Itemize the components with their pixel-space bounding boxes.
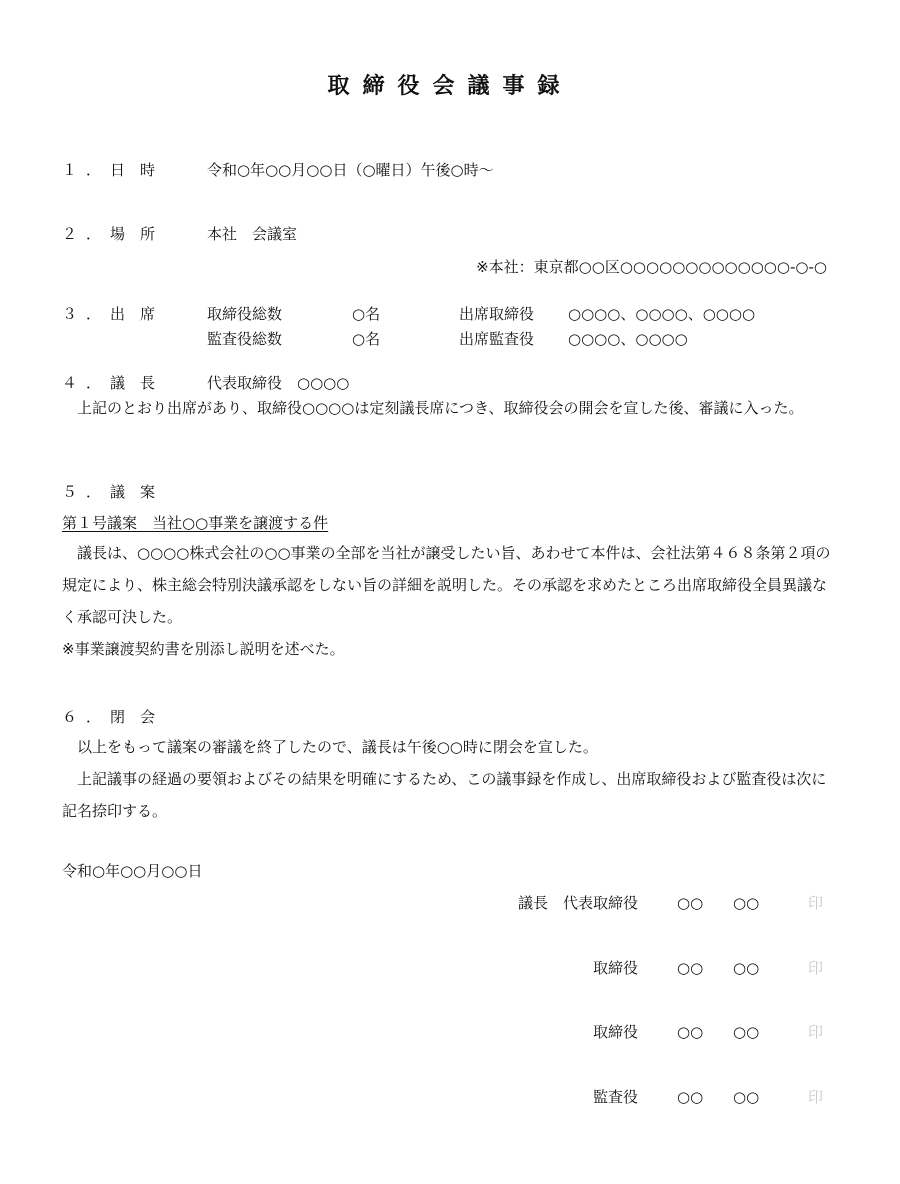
section-label: 閉 会 [110, 708, 156, 726]
agenda-paragraph: 議長は、○○○○株式会社の○○事業の全部を当社が譲受したい旨、あわせて本件は、会社法第４６８条第２項の規定により、株主総会特別決議承認をしない旨の詳細を説明した。その承認を求めたところ出席取締役全員異議なく承認可決した。 ※事業譲渡契約書を別添し説明を述べた。 [62, 537, 838, 665]
signature-family-name: ○○ [677, 1023, 704, 1041]
signature-given-name: ○○ [733, 959, 760, 977]
closing-paragraphs [62, 731, 838, 827]
section-4-heading [62, 372, 155, 394]
section-label: 議 長 [110, 374, 156, 392]
directors-total-count: ○名 [352, 305, 381, 323]
agenda-note: ※事業譲渡契約書を別添し説明を述べた。 [62, 640, 345, 658]
attending-directors-names: ○○○○、○○○○、○○○○ [568, 305, 756, 323]
section-3-heading [62, 303, 155, 325]
seal-mark: 印 [808, 959, 824, 977]
section-number: ３． [62, 305, 111, 323]
signature-role: 取締役 [592, 1023, 638, 1041]
opening-paragraph: 上記のとおり出席があり、取締役○○○○は定刻議長席につき、取締役会の開会を宣した後、審議に入った。 [77, 399, 804, 417]
agenda-title: 第１号議案 当社○○事業を譲渡する件 [62, 514, 329, 532]
signature-family-name: ○○ [677, 959, 704, 977]
signature-family-name: ○○ [677, 894, 704, 912]
section-6-heading [62, 706, 155, 728]
attending-auditors-names: ○○○○、○○○○ [568, 330, 688, 348]
section-number: １． [62, 161, 111, 179]
section-1-heading [62, 159, 155, 181]
closing-paragraph-1: 以上をもって議案の審議を終了したので、議長は午後○○時に閉会を宣した。 [77, 738, 598, 756]
signature-role: 取締役 [592, 959, 638, 977]
seal-mark: 印 [808, 894, 824, 912]
seal-mark: 印 [808, 1023, 824, 1041]
closing-paragraph-2: 上記議事の経過の要領およびその結果を明確にするため、この議事録を作成し、出席取締役および監査役は次に記名捺印する。 [62, 770, 827, 820]
attending-auditors-label: 出席監査役 [459, 330, 535, 348]
section-label: 場 所 [110, 225, 156, 243]
section-number: ６． [62, 708, 111, 726]
signature-role: 議長 代表取締役 [517, 894, 638, 912]
section-label: 議 案 [110, 483, 156, 501]
section-label: 日 時 [110, 161, 156, 179]
chairperson: 代表取締役 ○○○○ [207, 374, 350, 392]
meeting-place: 本社 会議室 [207, 225, 298, 243]
signature-role: 監査役 [592, 1088, 638, 1106]
address-note: ※本社：東京都○○区○○○○○○○○○○○○○-○-○ [476, 258, 827, 276]
section-5-heading [62, 481, 155, 503]
attending-directors-label: 出席取締役 [459, 305, 535, 323]
signature-given-name: ○○ [733, 894, 760, 912]
section-number: ４． [62, 374, 111, 392]
seal-mark: 印 [808, 1088, 824, 1106]
signature-given-name: ○○ [733, 1023, 760, 1041]
directors-total-label: 取締役総数 [207, 305, 283, 323]
section-label: 出 席 [110, 305, 156, 323]
auditors-total-count: ○名 [352, 330, 381, 348]
section-number: ２． [62, 225, 111, 243]
signature-family-name: ○○ [677, 1088, 704, 1106]
document-title: 取締役会議事録 [327, 74, 573, 99]
meeting-datetime: 令和○年○○月○○日（○曜日）午後○時～ [207, 161, 494, 179]
section-2-heading [62, 223, 155, 245]
auditors-total-label: 監査役総数 [207, 330, 283, 348]
section-number: ５． [62, 483, 111, 501]
signature-given-name: ○○ [733, 1088, 760, 1106]
document-date: 令和○年○○月○○日 [62, 862, 203, 880]
